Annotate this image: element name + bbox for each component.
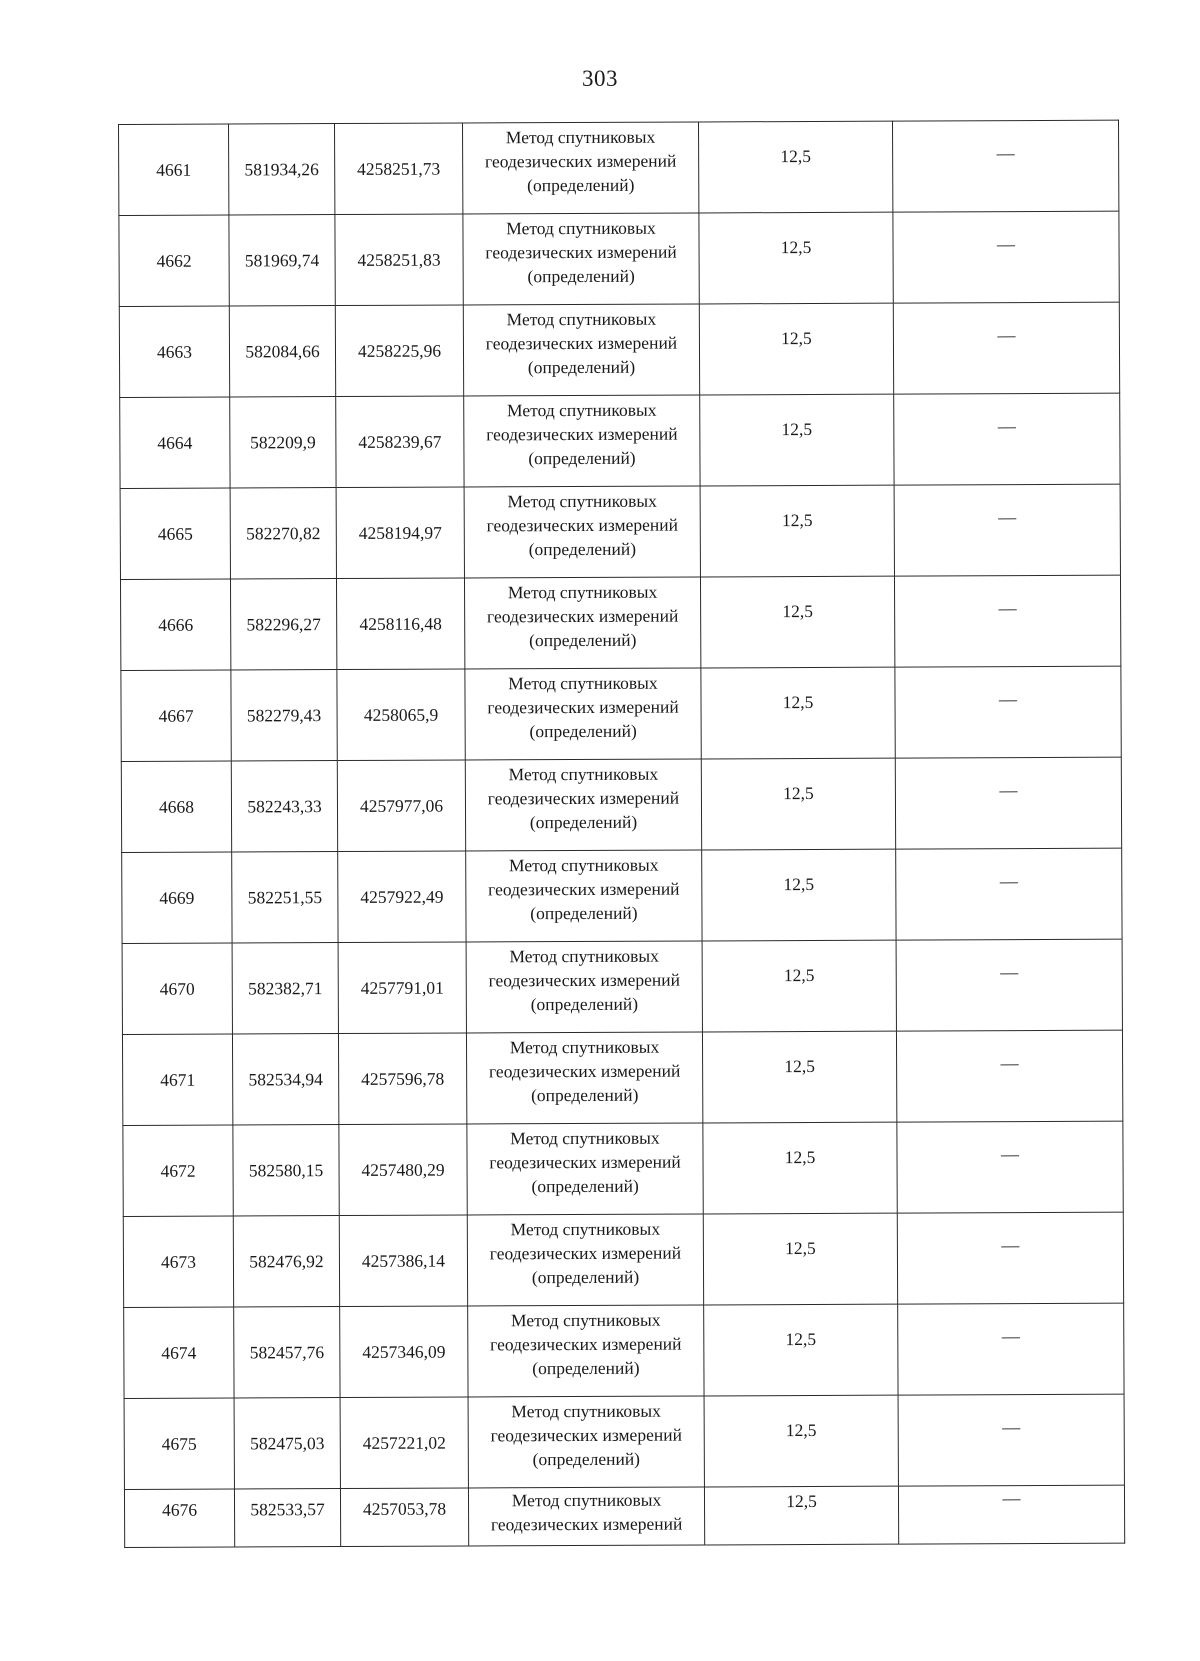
point-number-cell: 4667: [121, 670, 231, 761]
dash-mark: —: [996, 143, 1015, 164]
table-row: [123, 1212, 1123, 1307]
table-row: [122, 1030, 1122, 1125]
method-line: Метод спутниковых: [508, 763, 659, 785]
accuracy-cell: 12,5: [702, 940, 896, 1032]
point-number-cell: 4666: [120, 579, 230, 670]
method-line: Метод спутниковых: [505, 126, 656, 148]
method-line: Метод спутниковых: [511, 1400, 661, 1422]
accuracy-cell: 12,5: [701, 667, 895, 759]
method-line: (определений): [529, 811, 638, 833]
x-coordinate-cell: 582243,33: [231, 761, 337, 852]
point-number-cell: 4676: [124, 1489, 234, 1547]
method-line: Метод спутниковых: [506, 217, 656, 239]
method-line: Метод спутниковых: [510, 1127, 660, 1149]
y-coordinate-cell: 4257386,14: [339, 1215, 467, 1307]
y-coordinate-cell: 4257221,02: [340, 1397, 468, 1489]
note-cell: [897, 1121, 1123, 1213]
method-line: геодезических измерений: [487, 787, 680, 809]
dash-mark: —: [1000, 1053, 1019, 1074]
method-cell: [468, 1487, 704, 1546]
table-row: [119, 120, 1119, 215]
table-row: [121, 666, 1121, 761]
accuracy-cell: 12,5: [704, 1304, 898, 1396]
table-row: [124, 1485, 1124, 1547]
method-cell: [466, 850, 702, 942]
method-cell: [466, 941, 702, 1033]
method-line: геодезических измерений: [486, 423, 678, 445]
method-cell: [466, 1032, 702, 1124]
accuracy-cell: 12,5: [700, 576, 894, 668]
method-line: (определений): [531, 1175, 639, 1197]
y-coordinate-cell: 4257346,09: [340, 1306, 468, 1398]
table-row: [123, 1121, 1123, 1216]
table-row: [119, 302, 1119, 397]
table-body: [119, 120, 1125, 1547]
method-line: (определений): [527, 265, 635, 287]
accuracy-cell: 12,5: [702, 849, 896, 941]
method-cell: [464, 486, 700, 578]
method-cell: [463, 304, 699, 396]
note-cell: [895, 757, 1121, 849]
note-cell: [898, 1394, 1124, 1486]
dash-mark: —: [1001, 1326, 1020, 1347]
note-cell: [896, 848, 1122, 940]
method-line: Метод спутниковых: [506, 308, 657, 330]
note-cell: [898, 1485, 1124, 1544]
method-cell: [463, 213, 699, 305]
note-cell: [897, 1212, 1123, 1304]
point-number-cell: 4665: [120, 488, 230, 579]
method-line: (определений): [528, 538, 637, 560]
note-cell: [893, 302, 1119, 394]
note-cell: [893, 211, 1119, 303]
dash-mark: —: [998, 598, 1017, 619]
method-cell: [468, 1396, 704, 1488]
method-line: геодезических измерений: [488, 1060, 681, 1082]
method-line: геодезических измерений: [485, 241, 677, 263]
method-cell: [465, 759, 701, 851]
note-cell: [896, 939, 1122, 1031]
method-line: Метод спутниковых: [509, 945, 659, 967]
point-number-cell: 4663: [119, 306, 229, 397]
dash-mark: —: [999, 871, 1018, 892]
table-row: [119, 211, 1119, 306]
method-line: геодезических измерений: [488, 969, 680, 991]
table-row: [121, 757, 1121, 852]
x-coordinate-cell: 582476,92: [233, 1216, 339, 1307]
dash-mark: —: [1002, 1488, 1021, 1509]
x-coordinate-cell: 582533,57: [234, 1489, 340, 1547]
method-line: Метод спутниковых: [507, 490, 657, 512]
accuracy-cell: 12,5: [703, 1213, 897, 1305]
table-row: [124, 1394, 1124, 1489]
method-line: Метод спутниковых: [509, 1036, 660, 1058]
table-row: [120, 393, 1120, 488]
point-number-cell: 4673: [123, 1216, 233, 1307]
table-row: [122, 848, 1122, 943]
accuracy-cell: 12,5: [703, 1122, 897, 1214]
method-line: (определений): [531, 1266, 640, 1288]
method-cell: [468, 1305, 704, 1397]
point-number-cell: 4675: [124, 1398, 234, 1489]
y-coordinate-cell: 4258065,9: [337, 669, 465, 761]
point-number-cell: 4669: [122, 852, 232, 943]
method-line: геодезических измерений: [488, 878, 680, 900]
accuracy-cell: 12,5: [701, 758, 895, 850]
note-cell: [892, 120, 1118, 212]
dash-mark: —: [1002, 1417, 1021, 1438]
method-line: Метод спутниковых: [510, 1218, 661, 1240]
method-line: (определений): [527, 174, 635, 196]
point-number-cell: 4670: [122, 943, 232, 1034]
accuracy-cell: 12,5: [700, 485, 894, 577]
y-coordinate-cell: 4258225,96: [335, 305, 463, 397]
accuracy-cell: 12,5: [702, 1031, 896, 1123]
coordinates-table: [118, 120, 1125, 1548]
y-coordinate-cell: 4257596,78: [338, 1033, 466, 1125]
method-line: геодезических измерений: [489, 1242, 682, 1264]
dash-mark: —: [996, 234, 1016, 255]
method-line: (определений): [532, 1357, 640, 1379]
dash-mark: —: [997, 416, 1016, 437]
point-number-cell: 4661: [119, 124, 229, 215]
x-coordinate-cell: 582296,27: [230, 579, 336, 670]
dash-mark: —: [1001, 1235, 1020, 1256]
table-row: [120, 484, 1120, 579]
method-cell: [465, 668, 701, 760]
method-line: Метод спутниковых: [510, 1309, 661, 1331]
method-line: геодезических измерений: [485, 332, 678, 354]
x-coordinate-cell: 582580,15: [233, 1125, 339, 1216]
method-line: Метод спутниковых: [511, 1489, 662, 1511]
dash-mark: —: [997, 325, 1016, 346]
accuracy-cell: 12,5: [699, 212, 893, 304]
x-coordinate-cell: 581934,26: [229, 124, 335, 215]
point-number-cell: 4672: [123, 1125, 233, 1216]
method-line: геодезических измерений: [486, 514, 678, 536]
method-line: геодезических измерений: [490, 1513, 683, 1535]
note-cell: [895, 666, 1121, 758]
x-coordinate-cell: 582209,9: [230, 397, 336, 488]
y-coordinate-cell: 4257480,29: [339, 1124, 467, 1216]
method-cell: [467, 1123, 703, 1215]
method-line: (определений): [529, 629, 637, 651]
y-coordinate-cell: 4257977,06: [337, 760, 465, 852]
method-line: (определений): [530, 993, 639, 1015]
point-number-cell: 4668: [121, 761, 231, 852]
note-cell: [896, 1030, 1122, 1122]
method-line: (определений): [532, 1448, 641, 1470]
method-cell: [464, 577, 700, 669]
method-line: (определений): [531, 1084, 639, 1106]
method-line: Метод спутниковых: [508, 672, 658, 694]
method-cell: [462, 122, 698, 214]
method-line: геодезических измерений: [486, 605, 679, 627]
dash-mark: —: [1000, 1144, 1020, 1165]
dash-mark: —: [998, 689, 1018, 710]
dash-mark: —: [998, 507, 1017, 528]
x-coordinate-cell: 582534,94: [232, 1034, 338, 1125]
y-coordinate-cell: 4258194,97: [336, 487, 464, 579]
x-coordinate-cell: 582457,76: [234, 1307, 340, 1398]
x-coordinate-cell: 581969,74: [229, 215, 335, 306]
x-coordinate-cell: 582279,43: [231, 670, 337, 761]
table-row: [122, 939, 1122, 1034]
point-number-cell: 4662: [119, 215, 229, 306]
method-cell: [464, 395, 700, 487]
point-number-cell: 4671: [122, 1034, 232, 1125]
table-row: [124, 1303, 1124, 1398]
accuracy-cell: 12,5: [704, 1395, 898, 1487]
point-number-cell: 4674: [124, 1307, 234, 1398]
accuracy-cell: 12,5: [700, 394, 894, 486]
y-coordinate-cell: 4257053,78: [340, 1488, 468, 1547]
method-line: (определений): [527, 356, 636, 378]
y-coordinate-cell: 4257791,01: [338, 942, 466, 1034]
method-line: геодезических измерений: [487, 696, 679, 718]
method-line: (определений): [530, 902, 638, 924]
accuracy-cell: 12,5: [698, 121, 892, 213]
table-row: [120, 575, 1120, 670]
page-number: 303: [582, 66, 618, 91]
method-line: геодезических измерений: [489, 1151, 681, 1173]
y-coordinate-cell: 4258251,83: [335, 214, 463, 306]
note-cell: [894, 484, 1120, 576]
method-line: Метод спутниковых: [507, 581, 658, 603]
y-coordinate-cell: 4258239,67: [336, 396, 464, 488]
dash-mark: —: [1000, 962, 1019, 983]
y-coordinate-cell: 4257922,49: [338, 851, 466, 943]
x-coordinate-cell: 582475,03: [234, 1398, 340, 1489]
note-cell: [894, 393, 1120, 485]
note-cell: [894, 575, 1120, 667]
method-line: Метод спутниковых: [506, 399, 657, 421]
y-coordinate-cell: 4258251,73: [335, 123, 463, 215]
method-line: Метод спутниковых: [508, 854, 659, 876]
x-coordinate-cell: 582382,71: [232, 943, 338, 1034]
x-coordinate-cell: 582270,82: [230, 488, 336, 579]
method-line: геодезических измерений: [490, 1333, 682, 1355]
accuracy-cell: 12,5: [699, 303, 893, 395]
x-coordinate-cell: 582251,55: [232, 852, 338, 943]
y-coordinate-cell: 4258116,48: [336, 578, 464, 670]
method-line: геодезических измерений: [490, 1424, 682, 1446]
accuracy-cell: 12,5: [704, 1486, 898, 1545]
method-line: (определений): [528, 447, 636, 469]
method-line: геодезических измерений: [484, 150, 677, 172]
dash-mark: —: [999, 780, 1018, 801]
point-number-cell: 4664: [120, 397, 230, 488]
note-cell: [898, 1303, 1124, 1395]
x-coordinate-cell: 582084,66: [229, 306, 335, 397]
method-cell: [467, 1214, 703, 1306]
method-line: (определений): [529, 720, 637, 742]
